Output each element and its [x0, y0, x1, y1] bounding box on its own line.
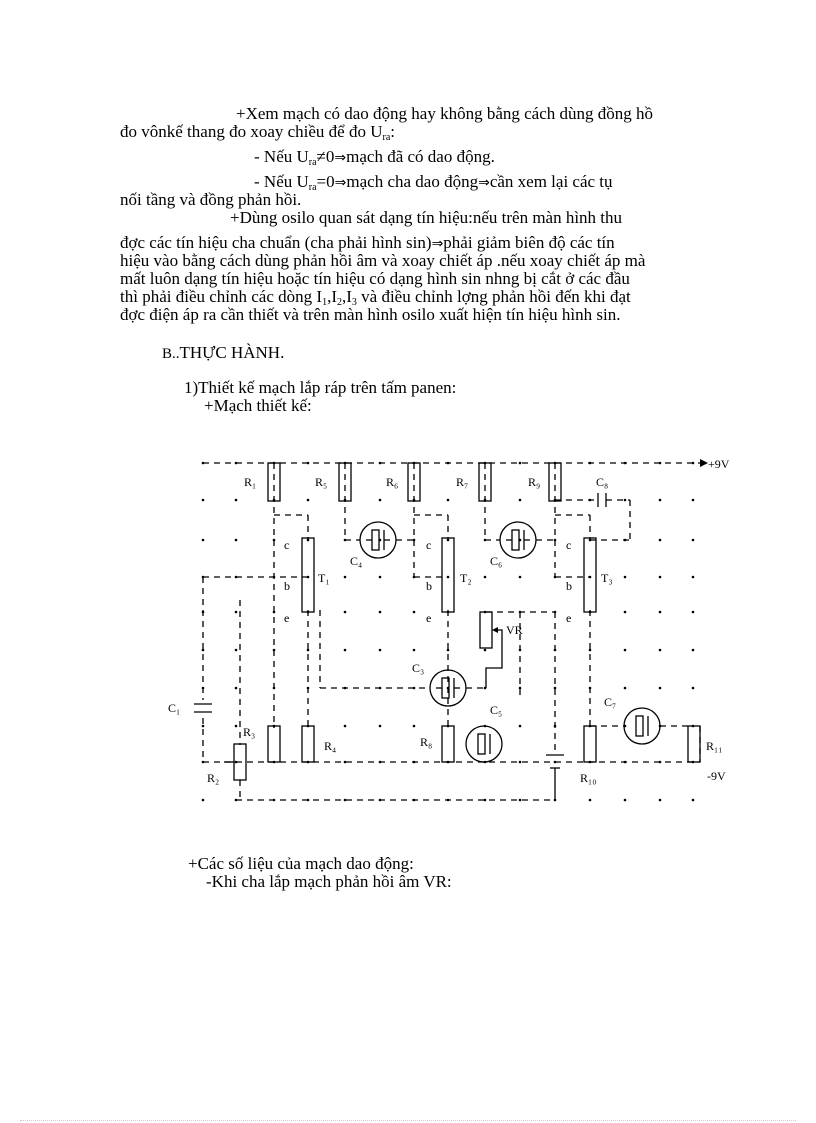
wiper-arrow-icon: [492, 627, 498, 633]
resistor-r10: [584, 726, 596, 762]
grid-dot: [202, 539, 205, 542]
arrow-icon: ⇒: [431, 236, 444, 252]
grid-dot: [344, 725, 347, 728]
potentiometer-vr: [480, 612, 492, 648]
capacitor-c6: [500, 522, 536, 558]
grid-dot: [659, 799, 662, 802]
para-line-3: [254, 147, 495, 173]
grid-dot: [624, 611, 627, 614]
page-bottom-rule: [20, 1120, 796, 1121]
grid-dot: [379, 499, 382, 502]
arrow-icon: ⇒: [334, 175, 347, 191]
grid-dot: [307, 499, 310, 502]
label-r2: R₂: [207, 771, 220, 785]
para-text: nối tầng và đồng phản hồi.: [120, 190, 302, 209]
grid-dot: [484, 576, 487, 579]
para-text: ,I: [341, 287, 352, 306]
para-text: đợc các tín hiệu cha chuẩn (cha phải hình sin): [120, 233, 432, 252]
grid-dot: [692, 539, 695, 542]
para-text: phải giảm biên độ các tín: [443, 233, 615, 252]
resistor-r11: [688, 726, 700, 762]
para-text: -Khi cha lắp mạch phản hồi âm VR:: [206, 872, 452, 891]
grid-dot: [235, 649, 238, 652]
grid-dot: [202, 725, 205, 728]
label-r8: R₈: [420, 735, 433, 749]
para-text: hiệu vào bằng cách dùng phản hồi âm và xoay chiết áp .nếu xoay chiết áp mà: [120, 251, 646, 270]
para-text: :: [390, 122, 396, 141]
grid-dot: [589, 799, 592, 802]
grid-dot: [379, 725, 382, 728]
grid-dot: [202, 799, 205, 802]
para-text: thì phải điều chỉnh các dòng I: [120, 287, 323, 306]
grid-dot: [519, 799, 522, 802]
label-c8: C₈: [596, 475, 609, 489]
para-line-11: [120, 305, 620, 325]
label-e3-pin: e: [566, 611, 572, 625]
grid-dot: [235, 611, 238, 614]
para-text: đợc điện áp ra cần thiết và trên màn hình osilo xuất hiện tín hiệu hình sin.: [120, 305, 621, 324]
grid-dot: [519, 499, 522, 502]
grid-dot: [692, 799, 695, 802]
label-plus9v: +9V: [708, 457, 730, 471]
grid-dot: [519, 687, 522, 690]
para-text: và điều chỉnh lợng phản hồi đến khi đạt: [356, 287, 631, 306]
grid-dot: [379, 576, 382, 579]
grid-dot: [235, 725, 238, 728]
section-title: THỰC HÀNH.: [179, 343, 285, 362]
label-r4: R₄: [324, 739, 337, 753]
grid-dot: [659, 576, 662, 579]
grid-dot: [624, 799, 627, 802]
para-text: ,I: [327, 287, 337, 306]
rail-arrow-icon: [700, 459, 708, 467]
para-text: 1)Thiết kế mạch lắp ráp trên tấm panen:: [184, 378, 457, 397]
grid-dot: [519, 576, 522, 579]
para-line-8: [120, 251, 645, 271]
label-e1-pin: e: [284, 611, 290, 625]
grid-dot: [519, 725, 522, 728]
grid-dot: [519, 462, 522, 465]
potentiometer-wiper: [486, 630, 502, 688]
para-text: mạch cha dao động: [346, 172, 479, 191]
transistor-t1: [302, 538, 314, 612]
label-e2-pin: e: [426, 611, 432, 625]
subscript: 2: [336, 297, 342, 308]
grid-dot: [235, 539, 238, 542]
grid-dot: [659, 499, 662, 502]
grid-dot: [692, 649, 695, 652]
grid-dot: [659, 611, 662, 614]
para-line-2: [120, 122, 395, 148]
grid-dot: [692, 576, 695, 579]
grid-dot: [659, 539, 662, 542]
label-t3: T₃: [601, 571, 613, 585]
capacitor-c5: [466, 726, 502, 762]
para-line-1: [236, 104, 653, 124]
grid-dot: [692, 687, 695, 690]
arrow-icon: ⇒: [478, 175, 490, 191]
grid-dot: [344, 649, 347, 652]
para-line-5: [120, 190, 301, 210]
grid-dot: [589, 649, 592, 652]
data-title: [188, 854, 414, 874]
para-text: +Mạch thiết kế:: [204, 396, 312, 415]
grid-dot: [202, 649, 205, 652]
grid-dot: [447, 649, 450, 652]
para-text: +Các số liệu của mạch dao động:: [188, 854, 414, 873]
resistor-r8: [442, 726, 454, 762]
label-c6: C₆: [490, 554, 503, 568]
para-text: - Nếu U: [254, 172, 309, 191]
label-r6: R₆: [386, 475, 399, 489]
grid-dot: [413, 611, 416, 614]
grid-dot: [659, 687, 662, 690]
subscript: ra: [308, 157, 317, 168]
grid-dot: [484, 799, 487, 802]
subscript: 3: [351, 297, 357, 308]
label-t1: T₁: [318, 571, 330, 585]
label-r7: R₇: [456, 475, 469, 489]
grid-dot: [344, 799, 347, 802]
subscript: ra: [308, 182, 317, 193]
label-r1: R₁: [244, 475, 257, 489]
grid-dot: [624, 576, 627, 579]
section-item-1-sub: [204, 396, 312, 416]
capacitor-c4: [360, 522, 396, 558]
grid-dot: [344, 611, 347, 614]
para-text: ≠0: [316, 147, 335, 166]
grid-dots: [202, 462, 695, 802]
resistor-r4: [302, 726, 314, 762]
label-b2-pin: b: [426, 579, 432, 593]
label-c5: C₅: [490, 703, 503, 717]
section-item-1: [184, 378, 456, 398]
subscript: ra: [382, 132, 391, 143]
grid-dot: [202, 499, 205, 502]
para-line-6: [230, 208, 622, 228]
label-minus9v: -9V: [707, 769, 726, 783]
para-text: cần xem lại các tụ: [489, 172, 613, 191]
label-c7: C₇: [604, 695, 617, 709]
label-vr: VR: [506, 623, 523, 637]
grid-dot: [447, 499, 450, 502]
section-heading: [162, 343, 284, 364]
label-c1: C₁: [168, 701, 181, 715]
label-c1-pin: c: [284, 538, 290, 552]
grid-dot: [624, 499, 627, 502]
para-text: - Nếu U: [254, 147, 309, 166]
grid-dot: [659, 649, 662, 652]
para-line-4: [254, 172, 613, 198]
grid-dot: [307, 649, 310, 652]
grid-dot: [379, 611, 382, 614]
para-text: mất luôn dạng tín hiệu hoặc tín hiệu có dạng hình sin nhng bị cắt ở các đầu: [120, 269, 630, 288]
grid-dot: [235, 687, 238, 690]
label-c4: C₄: [350, 554, 363, 568]
label-r3: R₃: [243, 725, 256, 739]
label-c2-pin: c: [426, 538, 432, 552]
label-r9: R₉: [528, 475, 541, 489]
label-r10: R₁₀: [580, 771, 597, 785]
grid-dot: [624, 687, 627, 690]
transistor-t3: [584, 538, 596, 612]
resistor-r3-box: [268, 726, 280, 762]
grid-dot: [554, 687, 557, 690]
subscript: 1: [322, 297, 328, 308]
label-c3-pin: c: [566, 538, 572, 552]
capacitor-c7: [624, 708, 660, 744]
para-text: +Dùng osilo quan sát dạng tín hiệu:nếu trên màn hình thu: [230, 208, 623, 227]
circuit-diagram: [0, 440, 816, 820]
grid-dot: [692, 611, 695, 614]
grid-dot: [344, 576, 347, 579]
arrow-icon: ⇒: [334, 150, 347, 166]
transistor-t2: [442, 538, 454, 612]
label-t2: T₂: [460, 571, 472, 585]
label-b1-pin: b: [284, 579, 290, 593]
data-subtitle: [206, 872, 452, 892]
grid-dot: [624, 649, 627, 652]
para-text: mạch đã có dao động.: [346, 147, 495, 166]
grid-dot: [692, 499, 695, 502]
para-line-9: [120, 269, 630, 289]
label-c3: C₃: [412, 661, 425, 675]
grid-dot: [519, 761, 522, 764]
grid-dot: [235, 499, 238, 502]
section-letter: B..: [162, 346, 180, 362]
grid-dot: [413, 725, 416, 728]
grid-dot: [379, 649, 382, 652]
grid-dot: [344, 761, 347, 764]
grid-dot: [484, 649, 487, 652]
para-text: đo vônkế thang đo xoay chiều để đo U: [120, 122, 383, 141]
grid-dot: [413, 649, 416, 652]
label-r11: R₁₁: [706, 739, 723, 753]
label-b3-pin: b: [566, 579, 572, 593]
para-text: =0: [316, 172, 335, 191]
para-text: +Xem mạch có dao động hay không bằng cách dùng đồng hồ: [236, 104, 654, 123]
label-r5: R₅: [315, 475, 328, 489]
